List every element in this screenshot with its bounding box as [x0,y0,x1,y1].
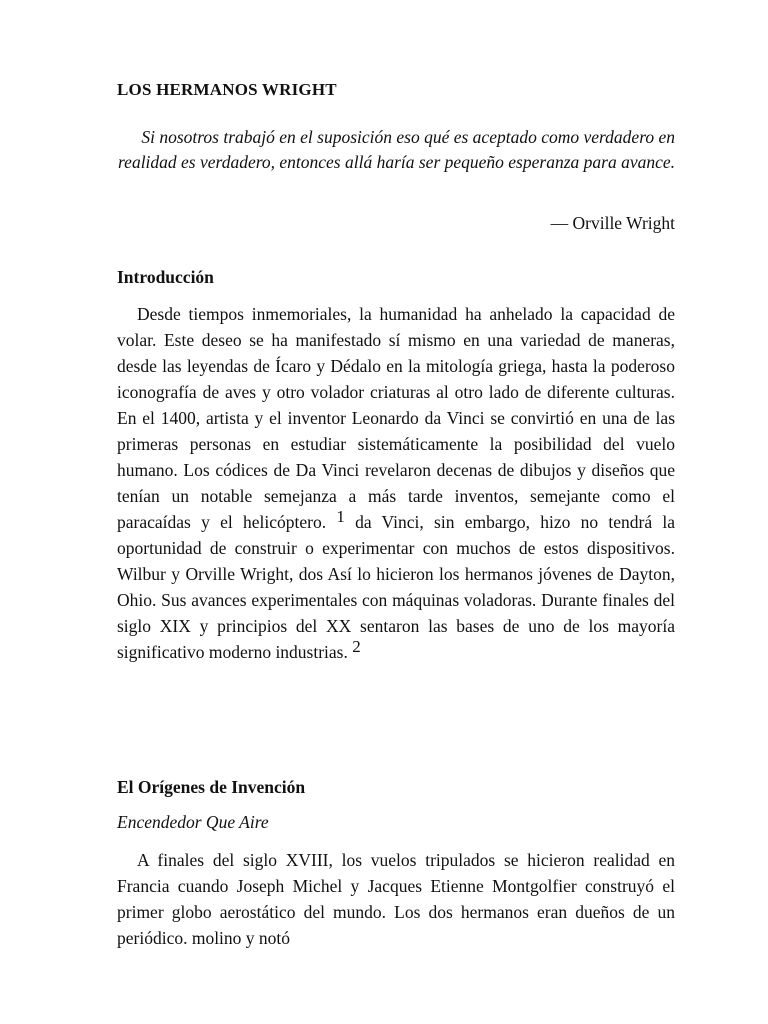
intro-paragraph [117,301,675,665]
document-title: LOS HERMANOS WRIGHT [117,80,337,99]
intro-text-part-1: Desde tiempos inmemoriales, la humanidad ha anhelado la capacidad de volar. Este deseo se ha manifestado sí mismo en una variedad de maneras, desde las leyendas de Ícaro y Dédalo en la mitología griega, hasta la poderoso iconografía de aves y otro volador criaturas al otro lado de diferente culturas. En el 1400, artista y el inventor Leonardo da Vinci se convirtió en una de las primeras personas en estudiar sistemáticamente la posibilidad del vuelo humano. Los códices de Da Vinci revelaron decenas de dibujos y diseños que tenían un notable semejanza a más tarde inventos, semejante como el paracaídas y el helicóptero. [117,304,675,532]
epigraph-attribution: — Orville Wright [550,213,675,233]
footnote-ref-2[interactable]: 2 [352,637,361,656]
epigraph-quote: Si nosotros trabajó en el suposición eso qué es aceptado como verdadero en realidad es verdadero, entonces allá haría ser pequeño esperanza para avance. [118,127,675,172]
origenes-paragraph: A finales del siglo XVIII, los vuelos tripulados se hicieron realidad en Francia cuando Joseph Michel y Jacques Etienne Montgolfier construyó el primer globo aerostático del mundo. Los dos hermanos eran dueños de un periódico. molino y notó [117,850,675,948]
section-heading-origenes: El Orígenes de Invención [117,777,306,797]
footnote-ref-1[interactable]: 1 [336,507,345,526]
section-heading-introduccion: Introducción [117,267,214,287]
subsection-heading: Encendedor Que Aire [117,812,269,832]
intro-text-part-2: da Vinci, sin embargo, hizo no tendrá la oportunidad de construir o experimentar con muchos de estos dispositivos. Wilbur y Orville Wright, dos Así lo hicieron los hermanos jóvenes de Dayton, Ohio. Sus avances experimentales con máquinas voladoras. Durante finales del siglo XIX y principios del XX sentaron las bases de uno de los mayoría significativo moderno industrias. [117,512,675,662]
